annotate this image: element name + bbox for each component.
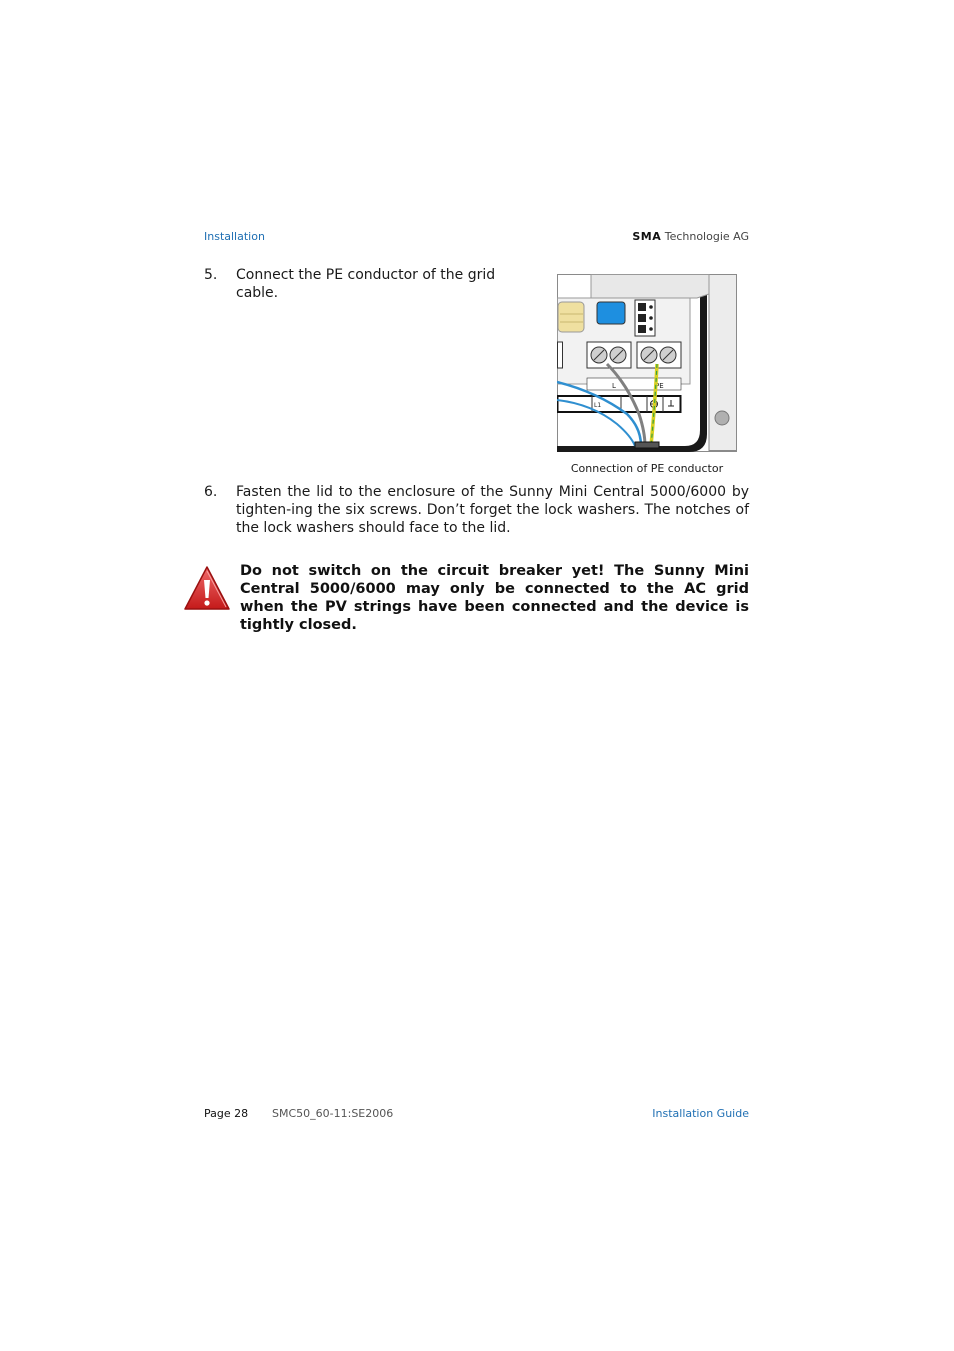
cable-gland	[635, 442, 659, 448]
warning-triangle-icon	[183, 565, 231, 611]
brand-bold: SMA	[632, 230, 662, 243]
footer-doc-id: SMC50_60-11:SE2006	[272, 1107, 394, 1120]
header-brand	[632, 230, 749, 243]
top-housing	[591, 275, 709, 299]
label-pe: PE	[655, 382, 664, 390]
label-l1: L1	[594, 402, 602, 409]
brand-rest: Technologie AG	[661, 230, 749, 243]
figure-caption: Connection of PE conductor	[570, 462, 724, 475]
warning-text: Do not switch on the circuit breaker yet! The Sunny Mini Central 5000/6000 may only be connected to the AC grid when the PV strings have been connected and the device is tightly closed.	[240, 563, 749, 633]
step-number-6: 6.	[204, 484, 218, 500]
pe-connection-figure	[557, 274, 737, 452]
blue-component	[597, 302, 625, 324]
header-section: Installation	[204, 230, 265, 243]
yellow-component	[558, 302, 584, 332]
step-text-6: Fasten the lid to the enclosure of the Sunny Mini Central 5000/6000 by tighten-ing the six screws. Don’t forget the lock washers. The notches of the lock washers should face to the lid.	[236, 484, 749, 536]
footer-guide: Installation Guide	[652, 1107, 749, 1120]
step-text-5: Connect the PE conductor of the grid cable.	[236, 267, 496, 301]
mounting-screw	[715, 411, 729, 425]
wiring-diagram	[557, 274, 737, 452]
footer-page: Page 28	[204, 1107, 249, 1120]
step-number-5: 5.	[204, 267, 218, 283]
label-l: L	[612, 382, 616, 390]
